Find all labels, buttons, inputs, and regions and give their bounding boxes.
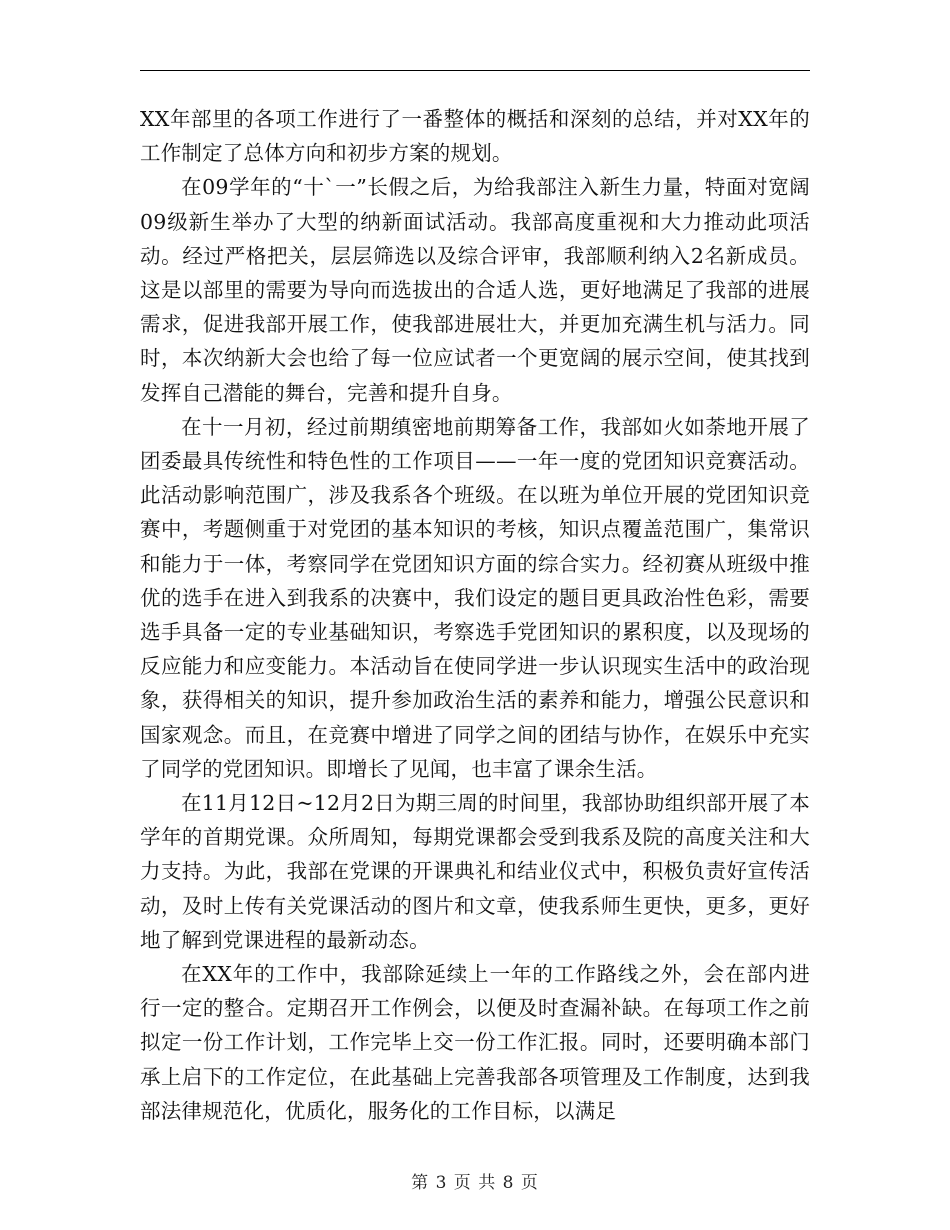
paragraph-5: 在XX年的工作中，我部除延续上一年的工作路线之外，会在部内进行一定的整合。定期召开工作例会，以便及时查漏补缺。在每项工作之前拟定一份工作计划，工作完毕上交一份工作汇报。同时，还要明确本部门承上启下的工作定位，在此基础上完善我部各项管理及工作制度，达到我部法律规范化，优质化，服务化的工作目标，以满足 [140, 962, 810, 1123]
paragraph-1: XX年部里的各项工作进行了一番整体的概括和深刻的总结，并对XX年的工作制定了总体方向和初步方案的规划。 [140, 107, 810, 166]
paragraph-4: 在11月12日~12月2日为期三周的时间里，我部协助组织部开展了本学年的首期党课。众所周知，每期党课都会受到我系及院的高度关注和大力支持。为此，我部在党课的开课典礼和结业仪式中，积极负责好宣传活动，及时上传有关党课活动的图片和文章，使我系师生更快，更多，更好地了解到党课进程的最新动态。 [140, 791, 810, 952]
paragraph-2: 在09学年的“十`一”长假之后，为给我部注入新生力量，特面对宽阔09级新生举办了大型的纳新面试活动。我部高度重视和大力推动此项活动。经过严格把关，层层筛选以及综合评审，我部顺利纳入2名新成员。这是以部里的需要为导向而选拔出的合适人选，更好地满足了我部的进展需求，促进我部开展工作，使我部进展壮大，并更加充满生机与活力。同时，本次纳新大会也给了每一位应试者一个更宽阔的展示空间，使其找到发挥自己潜能的舞台，完善和提升自身。 [140, 175, 810, 405]
header-rule [140, 70, 810, 71]
document-body [140, 102, 810, 1128]
page-number-footer: 第 3 页 共 8 页 [411, 1173, 539, 1193]
paragraph-3: 在十一月初，经过前期缜密地前期筹备工作，我部如火如荼地开展了团委最具传统性和特色性的工作项目——一年一度的党团知识竞赛活动。此活动影响范围广，涉及我系各个班级。在以班为单位开展的党团知识竞赛中，考题侧重于对党团的基本知识的考核，知识点覆盖范围广，集常识和能力于一体，考察同学在党团知识方面的综合实力。经初赛从班级中推优的选手在进入到我系的决赛中，我们设定的题目更具政治性色彩，需要选手具备一定的专业基础知识，考察选手党团知识的累积度，以及现场的反应能力和应变能力。本活动旨在使同学进一步认识现实生活中的政治现象，获得相关的知识，提升参加政治生活的素养和能力，增强公民意识和国家观念。而且，在竞赛中增进了同学之间的团结与协作，在娱乐中充实了同学的党团知识。即增长了见闻，也丰富了课余生活。 [140, 414, 810, 781]
